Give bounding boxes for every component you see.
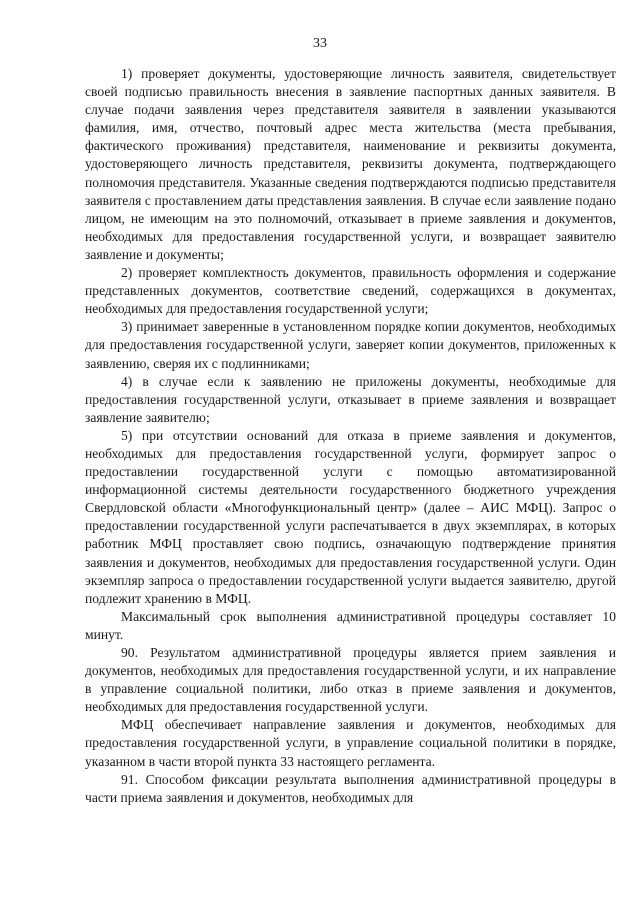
paragraph-mfc-transfer: МФЦ обеспечивает направление заявления и документов, необходимых для предоставления государственной услуги, в управление социальной политики в порядке, указанном в части второй пункта 33 настоящего регламента. (85, 717, 616, 769)
paragraph-max-duration: Максимальный срок выполнения административной процедуры составляет 10 минут. (85, 608, 616, 642)
paragraph-clause-90: 90. Результатом административной процедуры является прием заявления и документов, необходимых для предоставления государственной услуги, и их направление в управление социальной политики, либо отказ в приеме заявления и документов, необходимых для предоставления государственной услуги. (85, 645, 616, 715)
paragraph-item-5: 5) при отсутствии оснований для отказа в приеме заявления и документов, необходимых для предоставления государственной услуги, формирует запрос о предоставлении государственной услуги с помощью автоматизированной информационной системы деятельности государственного бюджетного учреждения Свердловской области «Многофункциональный центр» (далее – АИС МФЦ). Запрос о предоставлении государственной услуги распечатывается в двух экземплярах, в которых работник МФЦ проставляет свою подпись, означающую подтверждение принятия заявления и документов, необходимых для предоставления государственной услуги. Один экземпляр запроса о предоставлении государственной услуги выдается заявителю, другой подлежит хранению в МФЦ. (85, 427, 616, 606)
paragraph-clause-91: 91. Способом фиксации результата выполнения административной процедуры в части приема заявления и документов, необходимых для (85, 771, 616, 805)
paragraph-item-3: 3) принимает заверенные в установленном порядке копии документов, необходимых для предоставления государственной услуги, заверяет копии документов, приложенных к заявлению, сверяя их с подлинниками; (85, 319, 616, 371)
paragraph-item-4: 4) в случае если к заявлению не приложены документы, необходимые для предоставления государственной услуги, отказывает в приеме заявления и возвращает заявление заявителю; (85, 373, 616, 425)
paragraph-item-2: 2) проверяет комплектность документов, правильность оформления и содержание представленных документов, соответствие сведений, содержащихся в документах, необходимых для предоставления государственной услуги; (85, 265, 616, 317)
paragraph-item-1: 1) проверяет документы, удостоверяющие личность заявителя, свидетельствует своей подписью правильность внесения в заявление паспортных данных заявителя. В случае подачи заявления через представителя заявителя в заявлении указываются фамилия, имя, отчество, почтовый адрес места жительства (места пребывания, фактического проживания) представителя, наименование и реквизиты документа, удостоверяющего личность представителя, реквизиты документа, подтверждающего полномочия представителя. Указанные сведения подтверждаются подписью представителя заявителя с проставлением даты представления заявления. В случае если заявление подано лицом, не имеющим на это полномочий, отказывает в приеме заявления и документов, необходимых для предоставления государственной услуги, и возвращает заявителю заявление и документы; (85, 66, 616, 262)
document-body (85, 65, 616, 807)
page-number: 33 (313, 36, 327, 51)
